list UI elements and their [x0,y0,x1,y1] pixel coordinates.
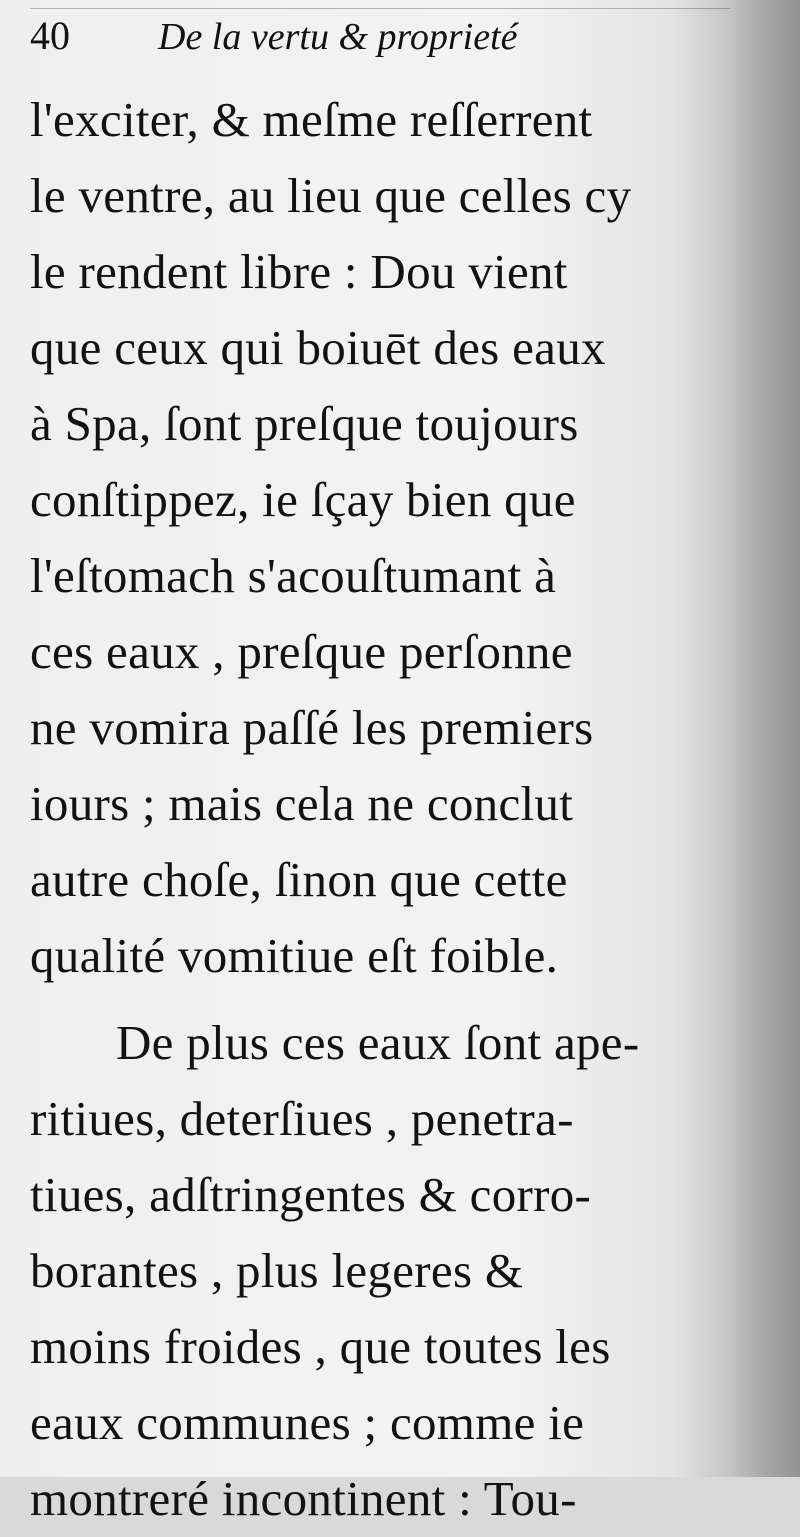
text-line: borantes , plus legeres & [30,1243,524,1298]
text-line: l'exciter, & meſme reſſerrent [30,92,593,147]
text-line: iours ; mais cela ne conclut [30,776,574,831]
text-line: qualité vomitiue eſt foible. [30,928,559,983]
text-line: conſtippez, ie ſçay bien que [30,472,576,527]
text-line: le rendent libre : Dou vient [30,244,568,299]
text-line: moins froides , que toutes les [30,1319,611,1374]
text-line: tiues, adſtringentes & corro- [30,1167,592,1222]
text-line: montreré incontinent : Tou- [30,1471,577,1526]
text-line: ritiues, deterſiues , penetra- [30,1091,574,1146]
body-text [30,82,735,1537]
text-line: eaux communes ; comme ie [30,1395,585,1450]
page-header [30,8,750,72]
running-title: De la vertu & proprieté [158,16,518,58]
text-line: ne vomira paſſé les premiers [30,700,594,755]
text-line: autre choſe, ſinon que cette [30,852,568,907]
paragraph-start-line: De plus ces eaux ſont ape- [116,1015,640,1070]
text-line: que ceux qui boiuēt des eaux [30,320,606,375]
text-line: à Spa, ſont preſque toujours [30,396,579,451]
page-number: 40 [30,13,70,58]
text-line: l'eſtomach s'acouſtumant à [30,548,557,603]
header-rule [30,8,730,9]
text-line: le ventre, au lieu que celles cy [30,168,632,223]
text-line: ces eaux , preſque perſonne [30,624,573,679]
